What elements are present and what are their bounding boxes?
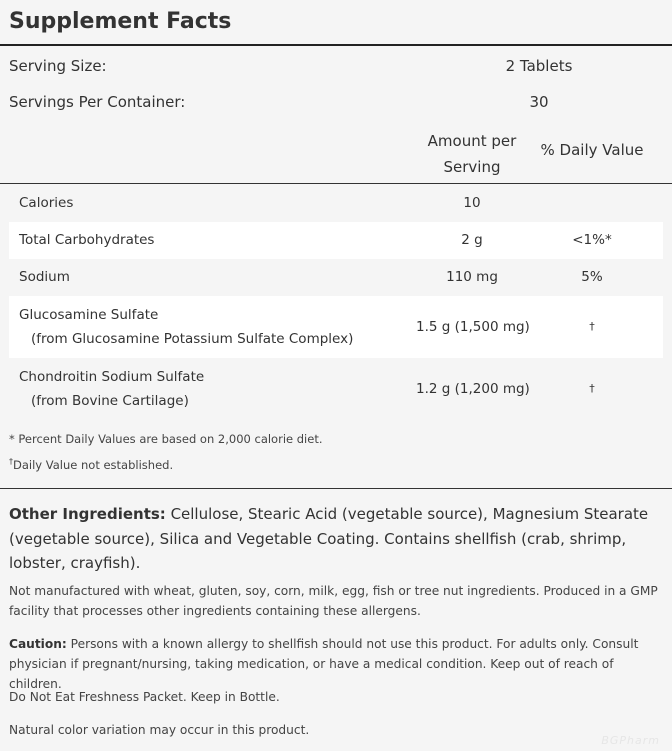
nutrient-name: Total Carbohydrates [19,232,155,248]
nutrient-amount: 2 g [461,232,483,248]
dagger-footnote-text: Daily Value not established. [13,457,174,472]
nutrient-amount: 1.2 g (1,200 mg) [416,381,530,397]
other-ingredients-label: Other Ingredients: [9,505,166,523]
servings-per-container-label: Servings Per Container: [9,93,186,111]
nutrient-source: (from Glucosamine Potassium Sulfate Complex) [31,331,354,347]
nutrient-source: (from Bovine Cartilage) [31,393,189,409]
nutrient-name-group [19,369,204,409]
nutrient-amount: 1.5 g (1,500 mg) [416,319,530,335]
nutrient-daily-value: <1%* [572,232,612,248]
table-row [9,259,663,296]
nutrient-amount: 10 [463,195,481,211]
caution-label: Caution: [9,637,67,651]
serving-size-label: Serving Size: [9,57,107,75]
nutrient-name: Sodium [19,269,70,285]
page-title: Supplement Facts [9,9,232,34]
nutrient-name: Chondroitin Sodium Sulfate [19,369,205,385]
nutrient-name: Glucosamine Sulfate [19,307,159,323]
section-divider [0,488,672,489]
table-row [9,185,663,222]
table-row [9,358,663,420]
dagger-symbol: † [9,457,13,466]
title-divider [0,44,672,46]
color-variation-note: Natural color variation may occur in this product. [9,723,310,737]
nutrient-amount: 110 mg [446,269,498,285]
table-top-rule [0,183,672,184]
allergen-note: Not manufactured with wheat, gluten, soy, corn, milk, egg, fish or tree nut ingredients. Produced in a GMP facility that processes other ingredients containing these allergens. [9,584,658,618]
other-ingredients-text: Cellulose, Stearic Acid (vegetable source), Magnesium Stearate (vegetable source), Silica and Vegetable Coating. Contains shellfish (crab, shrimp, lobster, crayfish). [9,505,649,572]
daily-value-header: % Daily Value [540,141,644,159]
nutrient-daily-value: † [589,382,595,395]
watermark: BGPharm [601,734,660,747]
caution-text: Persons with a known allergy to shellfish should not use this product. For adults only. Consult physician if pregnant/nursing, taking medication, or have a medical condition. Keep out of reach of children. [9,637,639,691]
table-row [9,296,663,358]
dagger-footnote [9,457,173,472]
caution-note [9,634,664,694]
amount-per-serving-header [416,128,528,180]
percent-dv-footnote: * Percent Daily Values are based on 2,000 calorie diet. [9,432,323,446]
nutrient-name: Calories [19,195,74,211]
amount-header-line2: Serving [443,158,501,176]
serving-size-value: 2 Tablets [505,57,573,75]
nutrient-name-group [19,307,353,347]
freshness-note: Do Not Eat Freshness Packet. Keep in Bottle. [9,690,280,704]
servings-per-container-value: 30 [529,93,549,111]
other-ingredients [9,502,659,576]
nutrient-daily-value: † [589,320,595,333]
nutrient-daily-value: 5% [581,269,603,285]
amount-header-line1: Amount per [427,132,517,150]
table-row [9,222,663,259]
